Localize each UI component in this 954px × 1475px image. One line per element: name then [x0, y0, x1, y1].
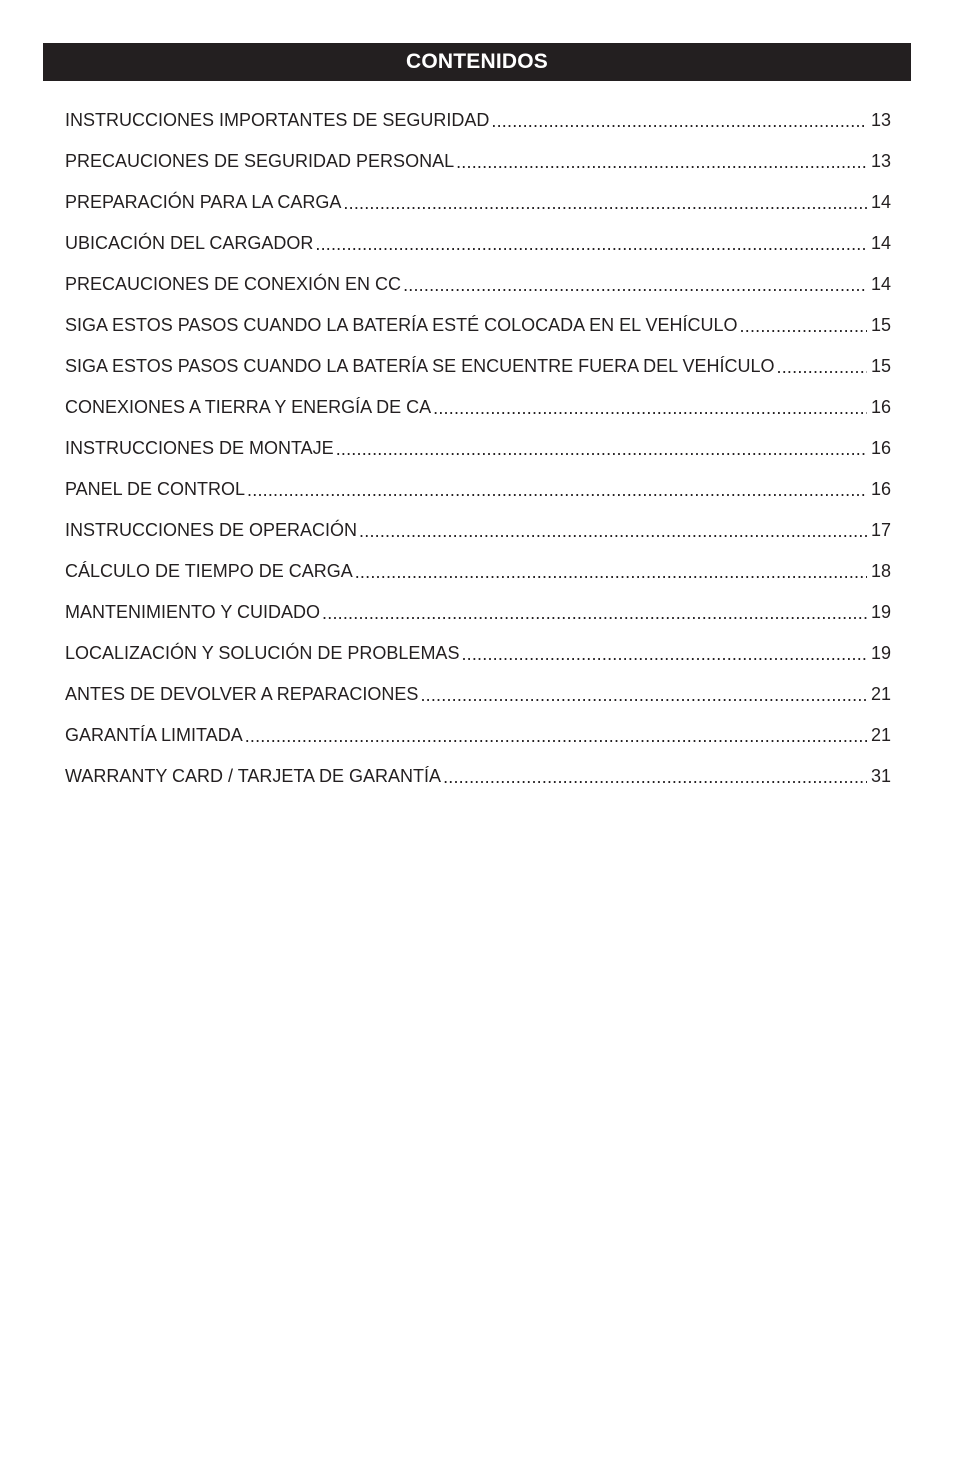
toc-entry[interactable] [65, 592, 891, 633]
toc-entry-page-number: 16 [867, 479, 891, 500]
toc-entry-page-number: 15 [867, 315, 891, 336]
toc-entry[interactable] [65, 264, 891, 305]
toc-dot-leader [355, 562, 867, 582]
toc-entry-page-number: 14 [867, 274, 891, 295]
toc-entry[interactable] [65, 305, 891, 346]
toc-dot-leader [359, 521, 867, 541]
toc-dot-leader [322, 603, 867, 623]
toc-entry-title: PRECAUCIONES DE CONEXIÓN EN CC [65, 274, 402, 294]
toc-entry-title: INSTRUCCIONES DE OPERACIÓN [65, 520, 358, 540]
toc-entry-page-number: 15 [867, 356, 891, 377]
toc-dot-leader [456, 152, 867, 172]
toc-dot-leader [777, 357, 867, 377]
contents-title: CONTENIDOS [405, 50, 548, 73]
toc-entry-page-number: 14 [867, 192, 891, 213]
toc-entry-page-number: 19 [867, 602, 891, 623]
toc-entry[interactable] [65, 428, 891, 469]
toc-entry-title: UBICACIÓN DEL CARGADOR [65, 233, 314, 253]
toc-dot-leader [740, 316, 867, 336]
toc-entry-page-number: 14 [867, 233, 891, 254]
toc-entry-page-number: 13 [867, 110, 891, 131]
toc-entry[interactable] [65, 223, 891, 264]
toc-entry-page-number: 17 [867, 520, 891, 541]
toc-entry[interactable] [65, 182, 891, 223]
toc-entry-page-number: 18 [867, 561, 891, 582]
toc-entry-title: CONEXIONES A TIERRA Y ENERGÍA DE CA [65, 397, 432, 417]
toc-entry-page-number: 21 [867, 725, 891, 746]
toc-entry[interactable] [65, 551, 891, 592]
toc-entry[interactable] [65, 346, 891, 387]
toc-entry-title: SIGA ESTOS PASOS CUANDO LA BATERÍA SE ENCUENTRE FUERA DEL VEHÍCULO [65, 356, 775, 376]
contents-header-bar [43, 43, 911, 81]
toc-entry-page-number: 16 [867, 438, 891, 459]
toc-entry-title: INSTRUCCIONES IMPORTANTES DE SEGURIDAD [65, 110, 490, 130]
toc-dot-leader [443, 767, 867, 787]
toc-dot-leader [461, 644, 867, 664]
toc-dot-leader [403, 275, 867, 295]
toc-entry[interactable] [65, 469, 891, 510]
toc-dot-leader [491, 111, 867, 131]
toc-entry-title: PRECAUCIONES DE SEGURIDAD PERSONAL [65, 151, 455, 171]
toc-entry-title: SIGA ESTOS PASOS CUANDO LA BATERÍA ESTÉ COLOCADA EN EL VEHÍCULO [65, 315, 738, 335]
toc-entry-title: LOCALIZACIÓN Y SOLUCIÓN DE PROBLEMAS [65, 643, 460, 663]
toc-dot-leader [343, 193, 867, 213]
toc-entry[interactable] [65, 510, 891, 551]
toc-entry[interactable] [65, 100, 891, 141]
toc-entry-page-number: 16 [867, 397, 891, 418]
toc-entry-title: ANTES DE DEVOLVER A REPARACIONES [65, 684, 419, 704]
toc-entry-title: PREPARACIÓN PARA LA CARGA [65, 192, 342, 212]
toc-entry[interactable] [65, 387, 891, 428]
toc-dot-leader [247, 480, 867, 500]
toc-entry-title: GARANTÍA LIMITADA [65, 725, 243, 745]
toc-entry-title: PANEL DE CONTROL [65, 479, 246, 499]
toc-entry-title: WARRANTY CARD / TARJETA DE GARANTÍA [65, 766, 442, 786]
toc-dot-leader [315, 234, 867, 254]
toc-entry-page-number: 21 [867, 684, 891, 705]
toc-entry[interactable] [65, 674, 891, 715]
toc-entry-title: MANTENIMIENTO Y CUIDADO [65, 602, 321, 622]
toc-dot-leader [336, 439, 867, 459]
toc-dot-leader [245, 726, 867, 746]
toc-entry-page-number: 13 [867, 151, 891, 172]
table-of-contents [65, 100, 891, 797]
toc-entry-page-number: 19 [867, 643, 891, 664]
toc-entry[interactable] [65, 141, 891, 182]
toc-entry[interactable] [65, 715, 891, 756]
toc-entry-title: INSTRUCCIONES DE MONTAJE [65, 438, 334, 458]
toc-entry[interactable] [65, 756, 891, 797]
toc-dot-leader [420, 685, 867, 705]
toc-entry[interactable] [65, 633, 891, 674]
toc-entry-title: CÁLCULO DE TIEMPO DE CARGA [65, 561, 353, 581]
toc-entry-page-number: 31 [867, 766, 891, 787]
toc-dot-leader [433, 398, 867, 418]
